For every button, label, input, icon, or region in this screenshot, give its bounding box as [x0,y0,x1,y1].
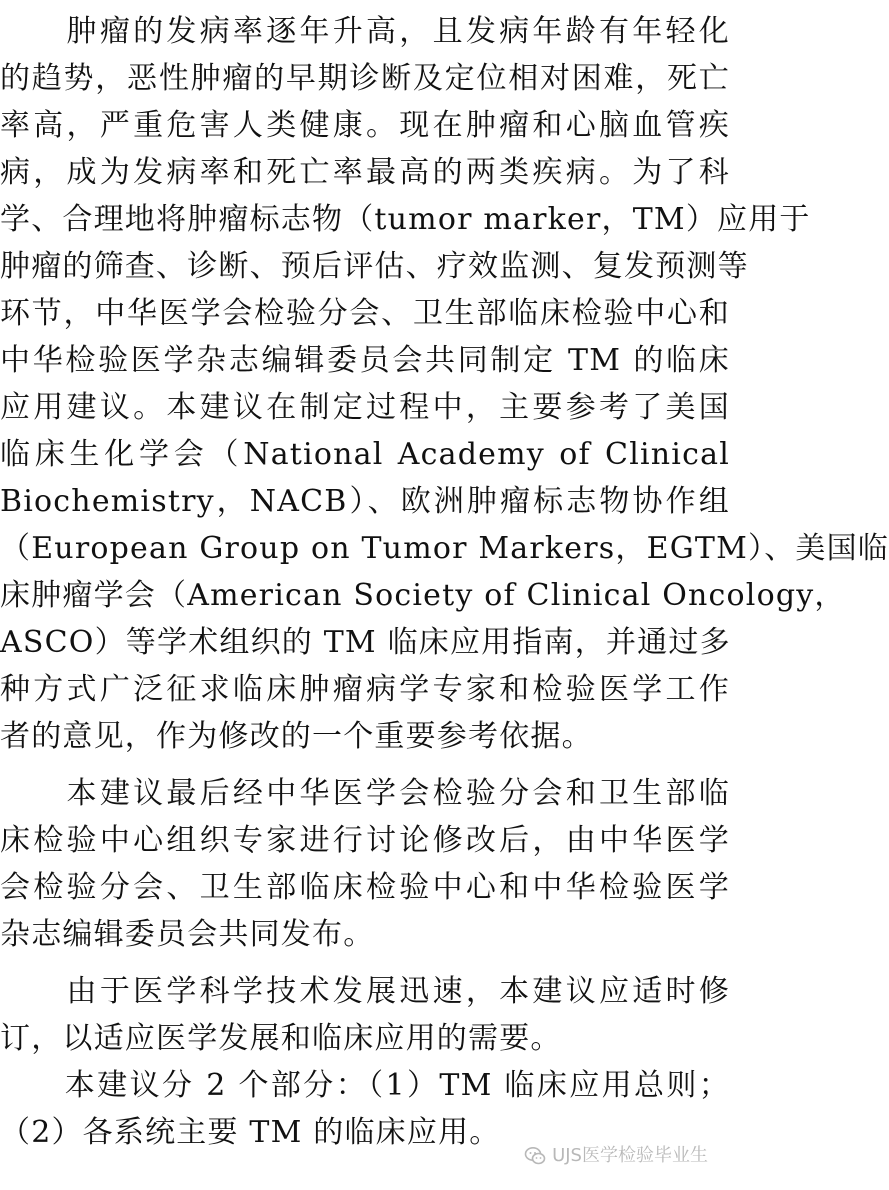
text-line: 会检验分会、卫生部临床检验中心和中华检验医学 [0,870,730,905]
text-line: 率高，严重危害人类健康。现在肿瘤和心脑血管疾 [0,108,730,143]
text-line: 由于医学科学技术发展迅速，本建议应适时修 [0,974,730,1009]
text-line: 本建议最后经中华医学会检验分会和卫生部临 [0,776,730,811]
wechat-icon [524,1145,546,1167]
text-line: 床检验中心组织专家进行讨论修改后，由中华医学 [0,823,730,858]
text-line: （European Group on Tumor Markers，EGTM）、美国临 [0,531,889,566]
text-line: 床肿瘤学会（American Society of Clinical Oncology， [0,578,846,613]
text-line: 学、合理地将肿瘤标志物（tumor marker，TM）应用于 [0,202,811,237]
text-line: 肿瘤的筛查、诊断、预后评估、疗效监测、复发预测等 [0,249,749,284]
text-line: 应用建议。本建议在制定过程中，主要参考了美国 [0,390,730,425]
watermark [524,1144,708,1168]
text-line: 临床生化学会（National Academy of Clinical [0,437,730,472]
text-line: （2）各系统主要 TM 的临床应用。 [0,1115,501,1150]
watermark-text: UJS医学检验毕业生 [552,1145,708,1166]
text-line: 的趋势，恶性肿瘤的早期诊断及定位相对困难，死亡 [0,61,730,96]
text-line: 病，成为发病率和死亡率最高的两类疾病。为了科 [0,155,730,190]
text-line: 肿瘤的发病率逐年升高，且发病年龄有年轻化 [0,14,730,49]
text-line: 本建议分 2 个部分：（1）TM 临床应用总则； [0,1068,730,1103]
text-line: 环节，中华医学会检验分会、卫生部临床检验中心和 [0,296,730,331]
text-line: 杂志编辑委员会共同发布。 [0,917,375,952]
text-line: Biochemistry，NACB）、欧洲肿瘤标志物协作组 [0,484,730,519]
text-line: 者的意见，作为修改的一个重要参考依据。 [0,719,593,754]
text-line: 订，以适应医学发展和临床应用的需要。 [0,1021,562,1056]
text-line: 中华检验医学杂志编辑委员会共同制定 TM 的临床 [0,343,730,378]
text-line: ASCO）等学术组织的 TM 临床应用指南，并通过多 [0,625,731,660]
text-line: 种方式广泛征求临床肿瘤病学专家和检验医学工作 [0,672,730,707]
